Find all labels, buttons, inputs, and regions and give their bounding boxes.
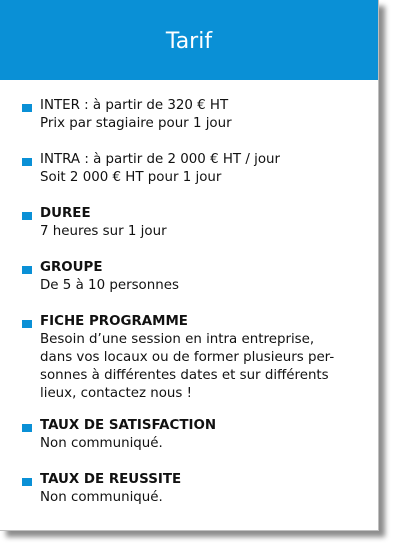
item-line: Soit 2 000 € HT pour 1 jour [40, 170, 222, 185]
square-bullet-icon [22, 320, 32, 328]
square-bullet-icon [22, 104, 32, 112]
square-bullet-icon [22, 266, 32, 274]
item-title: INTER : à partir de 320 € HT [40, 98, 229, 113]
item-title: GROUPE [40, 260, 103, 275]
tarif-title: Tarif [165, 29, 213, 54]
square-bullet-icon [22, 478, 32, 486]
item-line: lieux, contactez nous ! [40, 386, 193, 401]
item-line: 7 heures sur 1 jour [40, 224, 167, 239]
tarif-header [0, 0, 378, 80]
item-line: dans vos locaux ou de former plusieurs per- [40, 350, 335, 365]
item-title: DUREE [40, 206, 91, 221]
square-bullet-icon [22, 212, 32, 220]
item-title: FICHE PROGRAMME [40, 314, 188, 329]
item-line: Besoin d’une session en intra entreprise, [40, 332, 315, 347]
square-bullet-icon [22, 158, 32, 166]
item-line: Non communiqué. [40, 490, 163, 505]
item-line: sonnes à différentes dates et sur différents [40, 368, 329, 383]
item-line: Prix par stagiaire pour 1 jour [40, 116, 232, 131]
item-title: TAUX DE REUSSITE [40, 472, 182, 487]
square-bullet-icon [22, 424, 32, 432]
item-title: INTRA : à partir de 2 000 € HT / jour [40, 152, 281, 167]
item-title: TAUX DE SATISFACTION [40, 418, 217, 433]
item-line: Non communiqué. [40, 436, 163, 451]
item-line: De 5 à 10 personnes [40, 278, 179, 293]
